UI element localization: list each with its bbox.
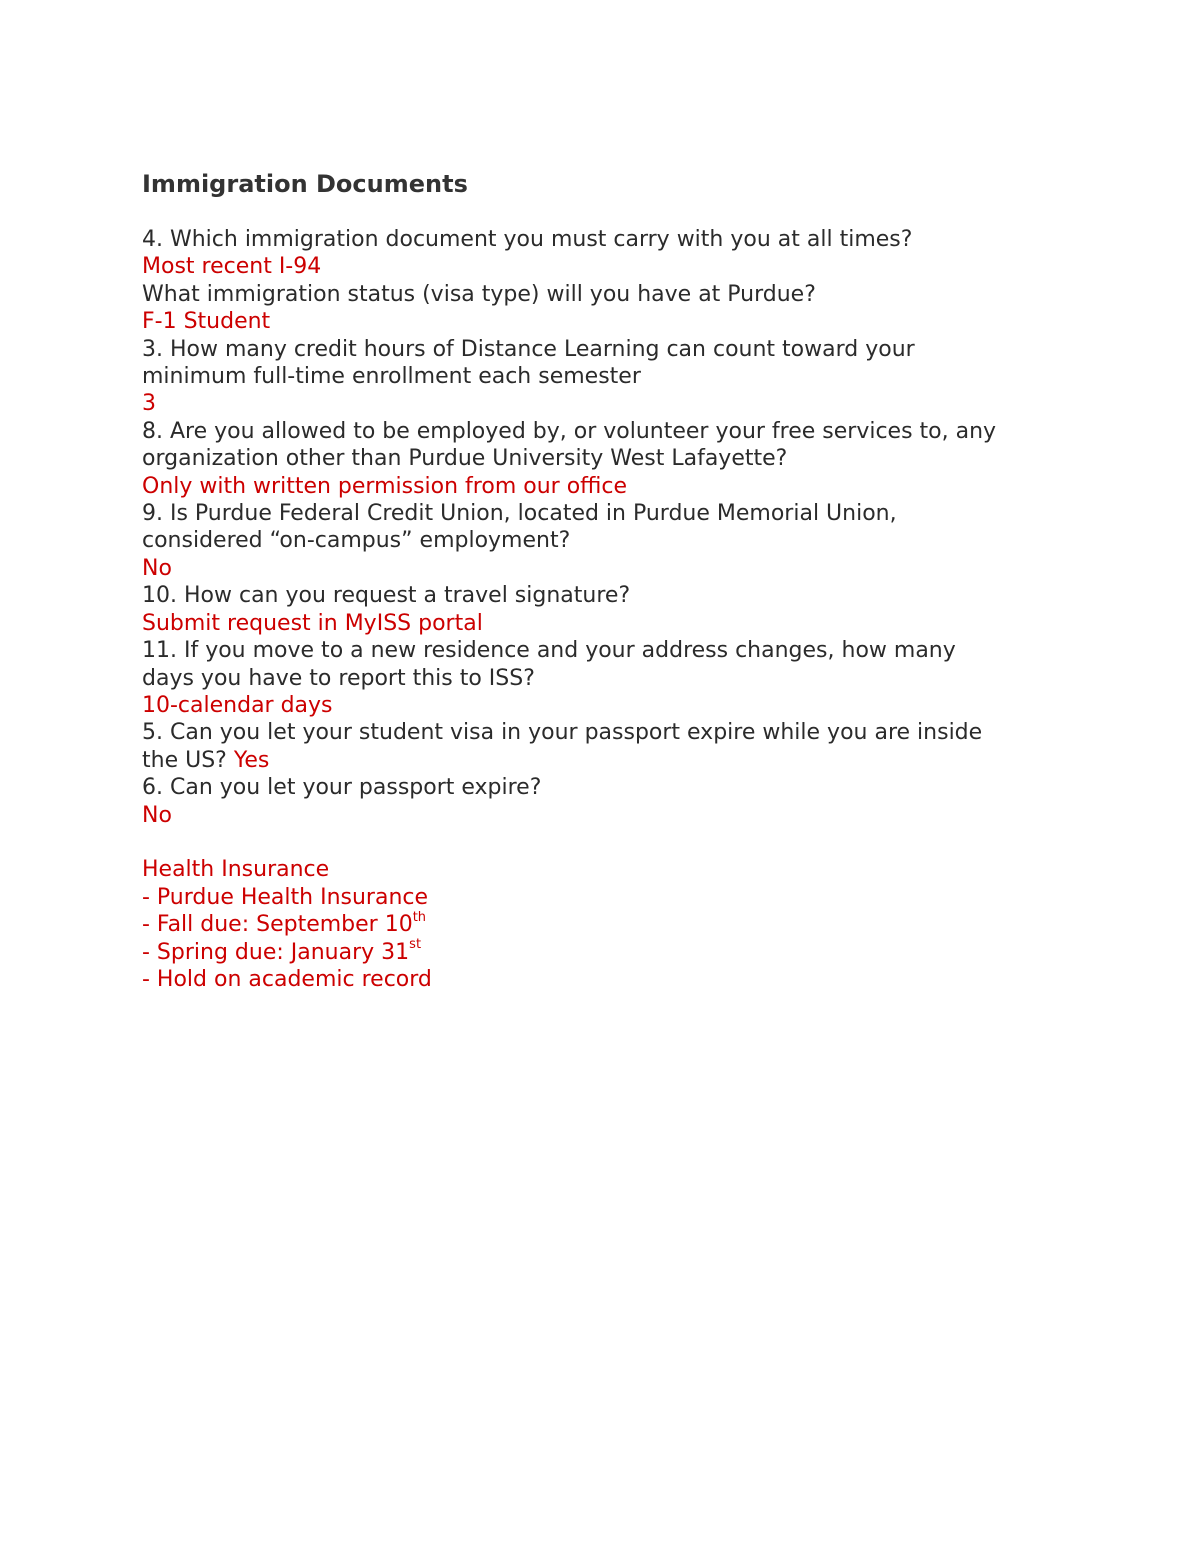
spring-due-suffix: st [409, 937, 422, 953]
answer-10: Submit request in MyISS portal [142, 610, 483, 636]
question-3-line-1: 3. How many credit hours of Distance Learning can count toward your [142, 336, 915, 362]
answer-visa-status: F-1 Student [142, 309, 271, 335]
answer-8: Only with written permission from our office [142, 473, 628, 499]
document-title: Immigration Documents [142, 170, 468, 198]
question-11-line-1: 11. If you move to a new residence and your address changes, how many [142, 638, 956, 664]
question-9-line-2: considered “on-campus” employment? [142, 528, 571, 554]
question-5-line-2 [142, 747, 1102, 774]
question-3-line-2: minimum full-time enrollment each semester [142, 364, 641, 390]
question-8-line-1: 8. Are you allowed to be employed by, or volunteer your free services to, any [142, 418, 997, 444]
section-spacer [142, 829, 1102, 856]
answer-9: No [142, 555, 172, 581]
answer-3: 3 [142, 391, 156, 417]
question-8-line-2: organization other than Purdue University West Lafayette? [142, 446, 788, 472]
document-page [142, 168, 1102, 993]
question-4: 4. Which immigration document you must carry with you at all times? [142, 227, 913, 252]
question-5-line-2-text: the US? [142, 747, 234, 773]
answer-11: 10-calendar days [142, 692, 333, 718]
question-9-line-1: 9. Is Purdue Federal Credit Union, located in Purdue Memorial Union, [142, 501, 897, 527]
health-item-fall-due [142, 911, 1102, 938]
fall-due-suffix: th [412, 909, 427, 925]
health-insurance-heading: Health Insurance [142, 857, 330, 883]
question-10: 10. How can you request a travel signature? [142, 583, 631, 609]
fall-due-text: - Fall due: September 10 [142, 912, 413, 938]
question-visa-status: What immigration status (visa type) will you have at Purdue? [142, 281, 816, 307]
spring-due-text: - Spring due: January 31 [142, 939, 410, 965]
question-11-line-2: days you have to report this to ISS? [142, 665, 535, 691]
health-item-spring-due [142, 939, 1102, 966]
question-5-line-1: 5. Can you let your student visa in your passport expire while you are inside [142, 720, 983, 746]
health-item-provider: - Purdue Health Insurance [142, 884, 429, 910]
answer-5: Yes [233, 747, 270, 773]
answer-6: No [142, 802, 172, 828]
question-6: 6. Can you let your passport expire? [142, 775, 542, 801]
answer-4: Most recent I-94 [142, 254, 322, 280]
health-item-hold: - Hold on academic record [142, 966, 432, 992]
